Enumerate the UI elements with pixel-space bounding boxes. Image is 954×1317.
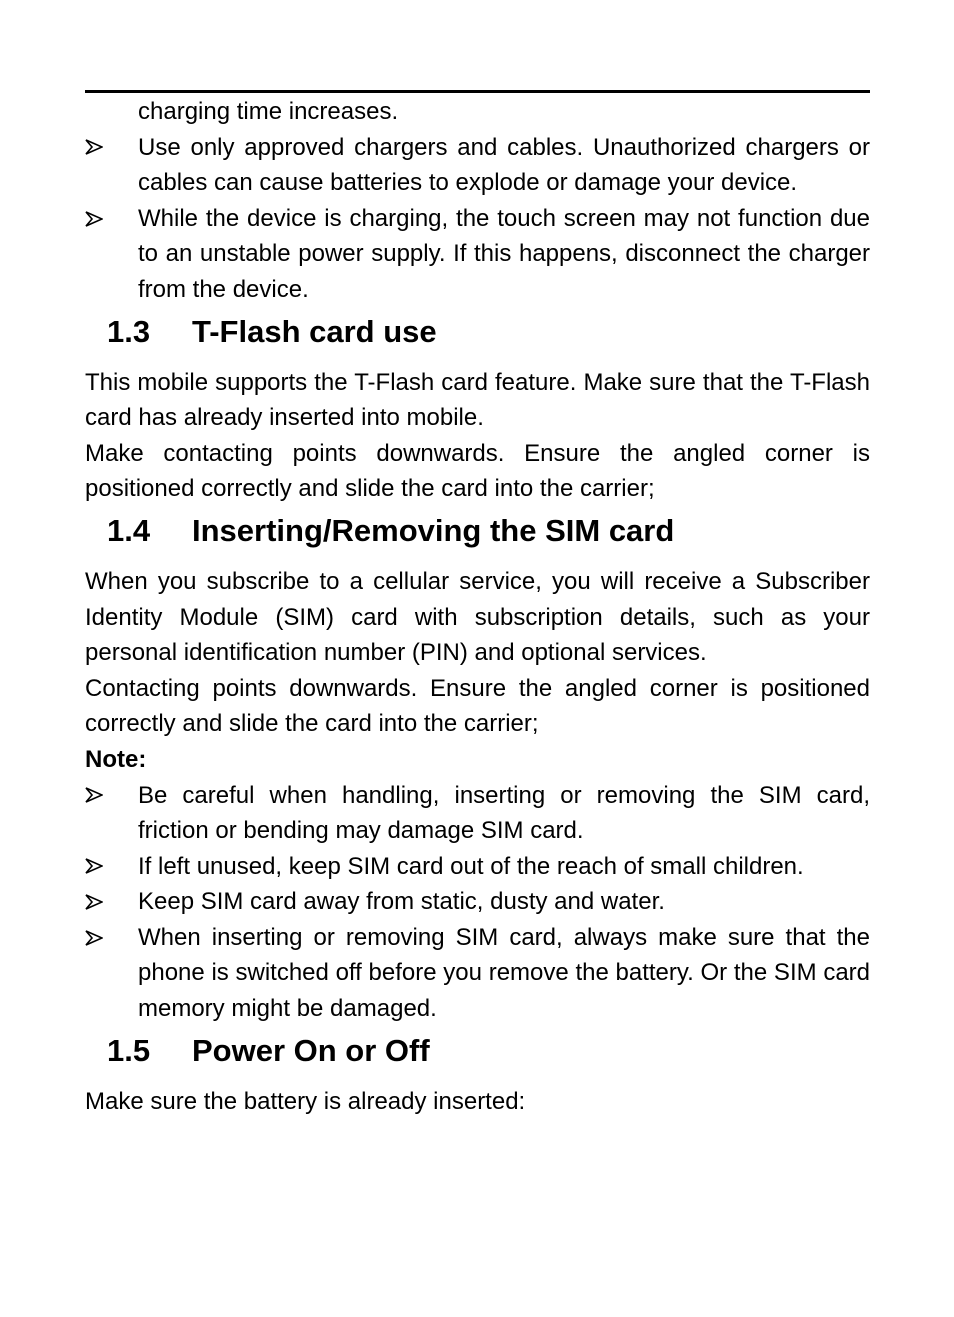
arrowhead-bullet-icon: [85, 778, 105, 814]
bullet-text: Be careful when handling, inserting or removing the SIM card, friction or bending may damage SIM card.: [138, 781, 870, 845]
section-title: Power On or Off: [192, 1032, 430, 1068]
list-item: [85, 778, 870, 849]
arrowhead-bullet-icon: [85, 130, 105, 166]
section-heading-1-3: [85, 312, 870, 352]
sim-notes-list: [85, 778, 870, 1027]
bullet-text: Keep SIM card away from static, dusty and water.: [138, 888, 665, 916]
paragraph: Make contacting points downwards. Ensure the angled corner is positioned correctly and slide the card into the carrier;: [85, 439, 870, 503]
list-item: [85, 849, 870, 885]
arrowhead-bullet-icon: [85, 920, 105, 956]
charging-bullet-list: [85, 130, 870, 308]
bullet-text: When inserting or removing SIM card, always make sure that the phone is switched off before you remove the battery. Or the SIM card memory might be damaged.: [138, 923, 870, 1023]
paragraph: When you subscribe to a cellular service, you will receive a Subscriber Identity Module (SIM) card with subscription details, such as your personal identification number (PIN) and optional services.: [85, 567, 870, 667]
section-title: Inserting/Removing the SIM card: [192, 512, 675, 548]
section-number: 1.5: [107, 1032, 151, 1068]
section-title: T-Flash card use: [192, 313, 437, 349]
section-number: 1.4: [107, 512, 151, 548]
section-number: 1.3: [107, 313, 151, 349]
bullet-text: If left unused, keep SIM card out of the reach of small children.: [138, 852, 804, 880]
bullet-text: Use only approved chargers and cables. Unauthorized chargers or cables can cause batteries to explode or damage your device.: [138, 133, 870, 197]
arrowhead-bullet-icon: [85, 849, 105, 885]
list-item: [85, 130, 870, 201]
list-item: [85, 884, 870, 920]
arrowhead-bullet-icon: [85, 201, 105, 237]
section-heading-1-4: [85, 511, 870, 551]
header-rule: [85, 90, 870, 93]
arrowhead-bullet-icon: [85, 884, 105, 920]
note-label: Note:: [85, 745, 147, 773]
paragraph: Make sure the battery is already inserted:: [85, 1087, 526, 1115]
continued-bullet-text: charging time increases.: [138, 98, 399, 125]
paragraph: Contacting points downwards. Ensure the angled corner is positioned correctly and slide the card into the carrier;: [85, 674, 870, 738]
list-item: [85, 920, 870, 1027]
bullet-text: While the device is charging, the touch screen may not function due to an unstable power supply. If this happens, disconnect the charger from the device.: [138, 204, 870, 303]
section-heading-1-5: [85, 1031, 870, 1071]
list-item: [85, 201, 870, 308]
paragraph: This mobile supports the T-Flash card feature. Make sure that the T-Flash card has already inserted into mobile.: [85, 368, 870, 432]
page-content: [85, 94, 870, 1119]
